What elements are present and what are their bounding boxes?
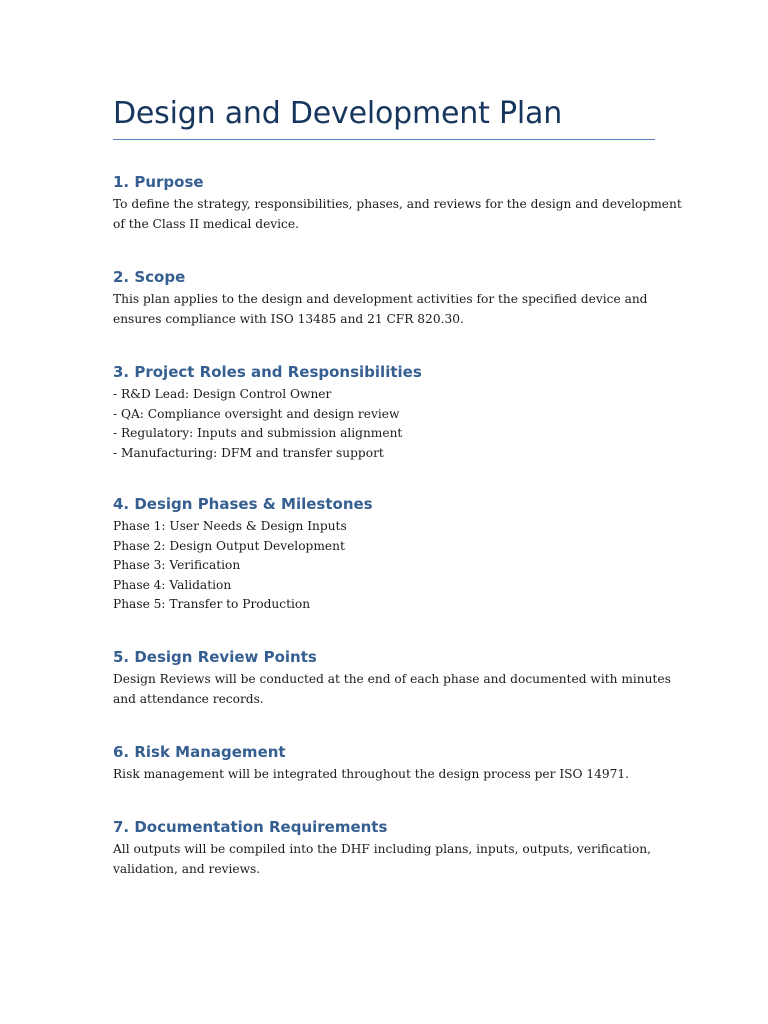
section-scope [113, 267, 655, 329]
body-line: Design Reviews will be conducted at the end of each phase and documented with minutes [113, 672, 671, 686]
body-line: To define the strategy, responsibilities, phases, and reviews for the design and development [113, 197, 682, 211]
body-line: validation, and reviews. [113, 861, 261, 876]
body-line: ensures compliance with ISO 13485 and 21 CFR 820.30. [113, 311, 464, 326]
section-heading: 7. Documentation Requirements [113, 818, 388, 836]
body-line: Phase 2: Design Output Development [113, 538, 345, 553]
body-line: Phase 3: Verification [113, 558, 241, 572]
body-line: Phase 5: Transfer to Production [113, 597, 311, 611]
section-body [113, 670, 671, 709]
body-line: of the Class II medical device. [113, 216, 299, 231]
section-heading: 4. Design Phases & Milestones [113, 495, 373, 513]
section-body [113, 517, 655, 615]
section-review-points [113, 647, 671, 709]
section-body [113, 840, 655, 879]
body-line: - R&D Lead: Design Control Owner [113, 387, 332, 401]
body-line: This plan applies to the design and development activities for the specified device and [113, 292, 648, 306]
body-line: - QA: Compliance oversight and design review [113, 406, 400, 421]
section-heading: 1. Purpose [113, 173, 204, 191]
section-body [113, 765, 655, 785]
section-heading: 6. Risk Management [113, 743, 286, 761]
section-heading: 5. Design Review Points [113, 648, 317, 666]
body-line: Phase 1: User Needs & Design Inputs [113, 519, 347, 533]
section-heading: 2. Scope [113, 268, 186, 286]
body-line: All outputs will be compiled into the DHF including plans, inputs, outputs, verification, [113, 842, 651, 856]
section-phases [113, 494, 655, 615]
section-roles [113, 362, 655, 463]
section-risk-management [113, 742, 655, 785]
body-line: Risk management will be integrated throughout the design process per ISO 14971. [113, 767, 630, 781]
body-line: Phase 4: Validation [113, 577, 232, 592]
section-purpose [113, 172, 682, 234]
section-documentation [113, 817, 655, 879]
section-body [113, 195, 682, 234]
body-line: - Regulatory: Inputs and submission alignment [113, 426, 403, 440]
document-title: Design and Development Plan [113, 96, 563, 131]
section-body [113, 385, 655, 463]
body-line: and attendance records. [113, 691, 264, 706]
title-divider [113, 139, 655, 140]
section-heading: 3. Project Roles and Responsibilities [113, 363, 422, 381]
body-line: - Manufacturing: DFM and transfer support [113, 445, 384, 460]
section-body [113, 290, 655, 329]
